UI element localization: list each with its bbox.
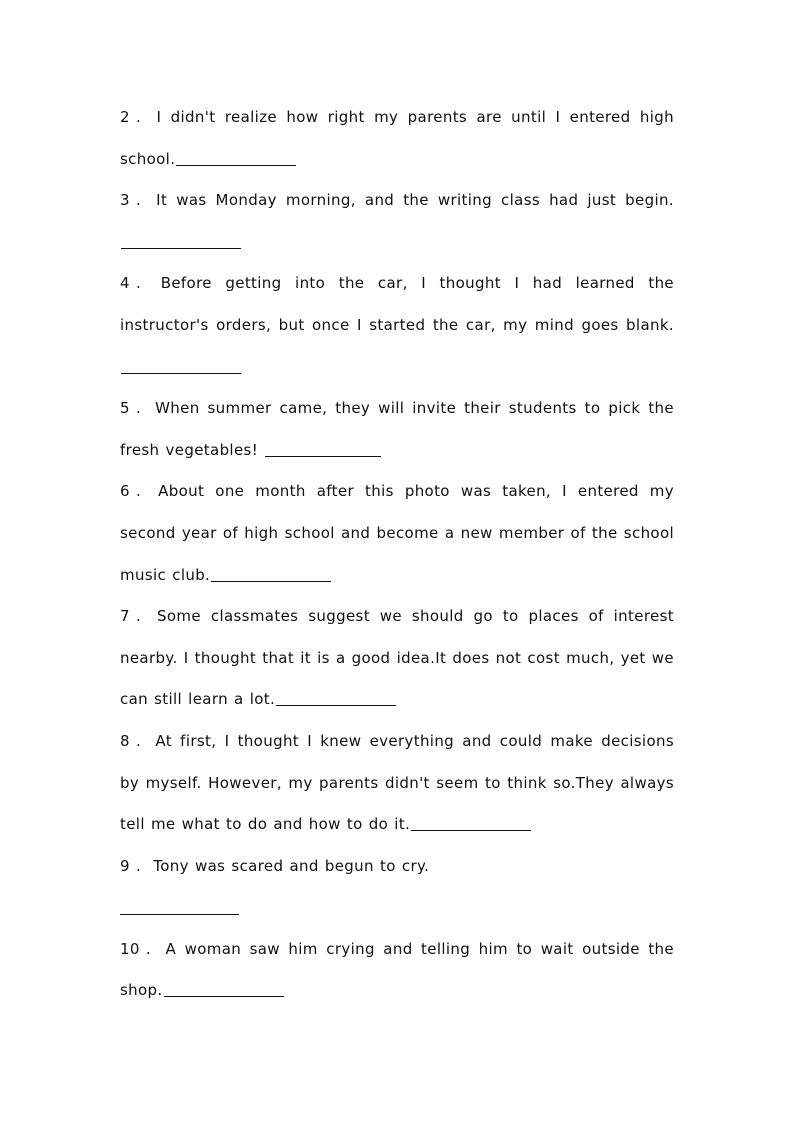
item-sentence: Tony was scared and begun to cry. [153, 856, 430, 875]
answer-blank[interactable] [176, 164, 296, 166]
item-sentence: About one month after this photo was taken, I entered my second year of high school and become a new member of the school music club. [120, 482, 674, 584]
exercise-item-4 [120, 263, 674, 388]
item-sentence: When summer came, they will invite their students to pick the fresh vegetables! [120, 399, 674, 459]
item-number: 9 . [120, 856, 142, 875]
exercise-item-3 [120, 180, 674, 263]
item-number: 3 . [120, 191, 142, 210]
answer-blank-row [120, 887, 674, 929]
answer-blank[interactable] [121, 247, 241, 249]
item-sentence: Some classmates suggest we should go to places of interest nearby. I thought that it is a good idea.It does not cost much, yet we can still learn a lot. [120, 607, 674, 709]
item-number: 5 . [120, 399, 142, 418]
answer-blank[interactable] [211, 580, 331, 582]
item-number: 7 . [120, 607, 142, 626]
exercise-item-9 [120, 846, 674, 888]
answer-blank[interactable] [120, 913, 239, 915]
exercise-item-10 [120, 929, 674, 1012]
item-number: 4 . [120, 274, 142, 293]
item-number: 6 . [120, 482, 142, 501]
answer-blank[interactable] [164, 995, 284, 997]
exercise-item-2 [120, 97, 674, 180]
answer-blank[interactable] [121, 372, 241, 374]
item-sentence: Before getting into the car, I thought I had learned the instructor's orders, but once I started the car, my mind goes blank. [120, 274, 675, 334]
item-sentence: At first, I thought I knew everything and could make decisions by myself. However, my parents didn't seem to think so.They always tell me what to do and how to do it. [120, 731, 674, 834]
answer-blank[interactable] [276, 704, 396, 706]
exercise-item-6 [120, 471, 674, 596]
exercise-item-5 [120, 388, 674, 471]
exercise-page [120, 97, 674, 1012]
item-sentence: It was Monday morning, and the writing class had just begin. [156, 191, 674, 210]
item-sentence: A woman saw him crying and telling him to wait outside the shop. [120, 939, 674, 1000]
answer-blank[interactable] [265, 455, 381, 457]
item-number: 2 . [120, 108, 142, 126]
exercise-item-8 [120, 721, 674, 846]
item-number: 10 . [120, 939, 152, 958]
answer-blank[interactable] [411, 829, 531, 831]
exercise-item-7 [120, 596, 674, 721]
item-number: 8 . [120, 731, 142, 750]
item-sentence: I didn't realize how right my parents are until I entered high school. [120, 108, 674, 168]
